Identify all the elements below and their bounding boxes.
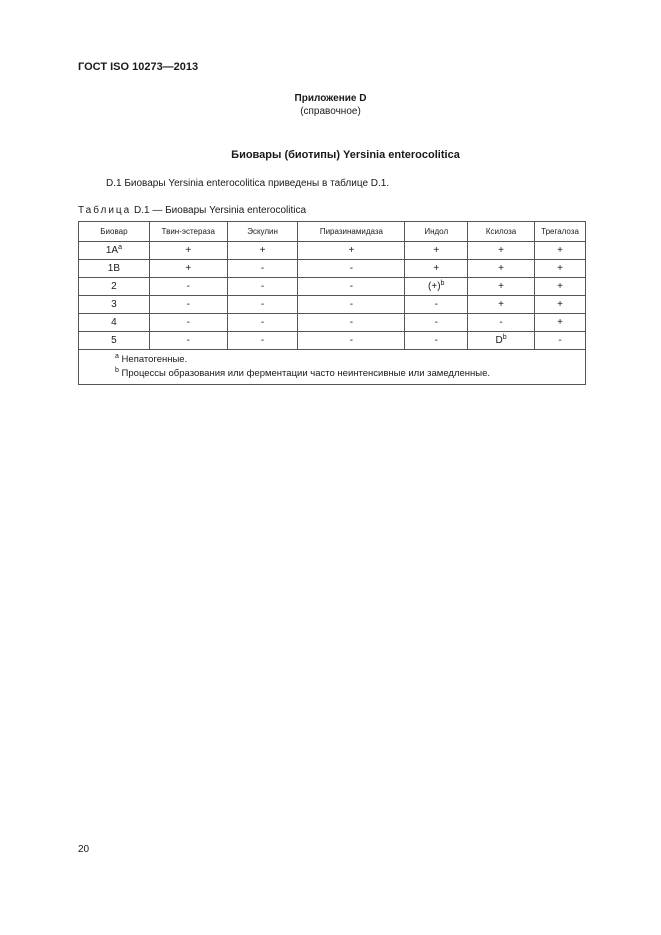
result-cell xyxy=(149,314,227,332)
result-cell xyxy=(227,332,298,350)
result-cell xyxy=(468,260,535,278)
table-row xyxy=(79,278,586,296)
cell-value: + xyxy=(498,299,504,310)
result-cell xyxy=(405,278,468,296)
result-cell xyxy=(535,260,586,278)
result-cell xyxy=(149,296,227,314)
column-header: Ксилоза xyxy=(468,222,535,242)
footnote-ref: b xyxy=(502,334,507,341)
cell-value: + xyxy=(185,245,192,256)
page-number: 20 xyxy=(78,844,90,855)
footnote-b xyxy=(115,367,585,381)
cell-value: + xyxy=(498,263,504,274)
footnote-a xyxy=(115,353,585,367)
cell-value: - xyxy=(349,263,354,274)
result-cell xyxy=(468,332,535,350)
cell-value: - xyxy=(349,317,354,328)
document-header: ГОСТ ISO 10273—2013 xyxy=(78,61,199,73)
result-cell xyxy=(298,332,405,350)
cell-value: 5 xyxy=(111,335,117,346)
table-row xyxy=(79,314,586,332)
result-cell xyxy=(149,242,227,260)
result-cell xyxy=(227,278,298,296)
result-cell xyxy=(535,314,586,332)
cell-value: - xyxy=(434,317,438,328)
table-caption xyxy=(78,205,306,216)
cell-value: - xyxy=(260,299,265,310)
footnote-ref: b xyxy=(440,280,445,287)
cell-value: + xyxy=(498,281,504,292)
result-cell xyxy=(405,296,468,314)
result-cell xyxy=(405,242,468,260)
appendix-heading xyxy=(0,92,661,118)
cell-value: - xyxy=(260,335,265,346)
cell-value: + xyxy=(433,263,440,274)
result-cell xyxy=(149,278,227,296)
cell-value: - xyxy=(434,335,438,346)
cell-value: + xyxy=(557,281,563,292)
result-cell xyxy=(227,296,298,314)
cell-value: - xyxy=(186,299,190,310)
biovar-cell xyxy=(79,332,150,350)
appendix-status: (справочное) xyxy=(300,106,361,117)
result-cell xyxy=(535,278,586,296)
result-cell xyxy=(468,242,535,260)
table-caption-prefix: Таблица xyxy=(78,205,132,216)
cell-value: - xyxy=(349,335,354,346)
result-cell xyxy=(298,260,405,278)
result-cell xyxy=(405,260,468,278)
cell-value: + xyxy=(185,263,192,274)
cell-value: - xyxy=(186,335,190,346)
cell-value: D xyxy=(495,335,503,346)
result-cell xyxy=(535,296,586,314)
cell-value: (+) xyxy=(428,281,441,292)
cell-value: - xyxy=(499,317,503,328)
biovar-cell xyxy=(79,314,150,332)
result-cell xyxy=(227,260,298,278)
cell-value: - xyxy=(434,299,438,310)
result-cell xyxy=(227,242,298,260)
cell-value: 1B xyxy=(107,263,121,274)
result-cell xyxy=(298,278,405,296)
table-header-row xyxy=(79,222,586,242)
result-cell xyxy=(149,332,227,350)
table-row xyxy=(79,332,586,350)
table-row xyxy=(79,260,586,278)
cell-value: 3 xyxy=(111,299,117,310)
biovar-cell xyxy=(79,296,150,314)
cell-value: + xyxy=(557,263,563,274)
result-cell xyxy=(298,242,405,260)
cell-value: + xyxy=(259,245,266,256)
result-cell xyxy=(405,332,468,350)
cell-value: + xyxy=(433,245,440,256)
cell-value: + xyxy=(498,245,504,256)
table-row xyxy=(79,296,586,314)
table-notes xyxy=(79,350,586,385)
result-cell xyxy=(468,278,535,296)
column-header: Биовар xyxy=(79,222,150,242)
column-header: Трегалоза xyxy=(535,222,586,242)
cell-value: 1A xyxy=(105,245,119,256)
cell-value: - xyxy=(186,317,190,328)
result-cell xyxy=(468,296,535,314)
biovar-cell xyxy=(79,242,150,260)
column-header: Пиразинамидаза xyxy=(298,222,405,242)
cell-value: - xyxy=(260,263,265,274)
section-title: Биовары (биотипы) Yersinia enterocolitica xyxy=(231,149,460,161)
result-cell xyxy=(298,314,405,332)
cell-value: 2 xyxy=(111,281,117,292)
column-header: Твин-эстераза xyxy=(149,222,227,242)
cell-value: - xyxy=(558,335,562,346)
biovar-cell xyxy=(79,260,150,278)
column-header: Эскулин xyxy=(227,222,298,242)
table-notes-row xyxy=(79,350,586,385)
column-header: Индол xyxy=(405,222,468,242)
cell-value: - xyxy=(260,317,265,328)
footnote-mark: a xyxy=(115,353,119,360)
footnote-mark: b xyxy=(115,367,119,374)
cell-value: - xyxy=(260,281,265,292)
footnote-text: Процессы образования или ферментации часто неинтенсивные или замедленные. xyxy=(118,368,491,379)
cell-value: + xyxy=(557,299,563,310)
result-cell xyxy=(468,314,535,332)
biovar-table xyxy=(78,221,586,385)
footnote-ref: a xyxy=(118,244,122,251)
result-cell xyxy=(298,296,405,314)
table-row xyxy=(79,242,586,260)
result-cell xyxy=(405,314,468,332)
cell-value: - xyxy=(186,281,190,292)
cell-value: + xyxy=(557,245,563,256)
result-cell xyxy=(535,332,586,350)
biovar-cell xyxy=(79,278,150,296)
cell-value: + xyxy=(557,317,563,328)
result-cell xyxy=(535,242,586,260)
appendix-label: Приложение D xyxy=(294,93,367,104)
result-cell xyxy=(149,260,227,278)
result-cell xyxy=(227,314,298,332)
cell-value: - xyxy=(349,299,354,310)
footnote-text: Непатогенные. xyxy=(118,354,188,365)
cell-value: + xyxy=(348,245,355,256)
cell-value: - xyxy=(349,281,354,292)
intro-paragraph: D.1 Биовары Yersinia enterocolitica приведены в таблице D.1. xyxy=(106,178,390,189)
cell-value: 4 xyxy=(111,317,117,328)
table-caption-text: D.1 — Биовары Yersinia enterocolitica xyxy=(131,205,307,216)
